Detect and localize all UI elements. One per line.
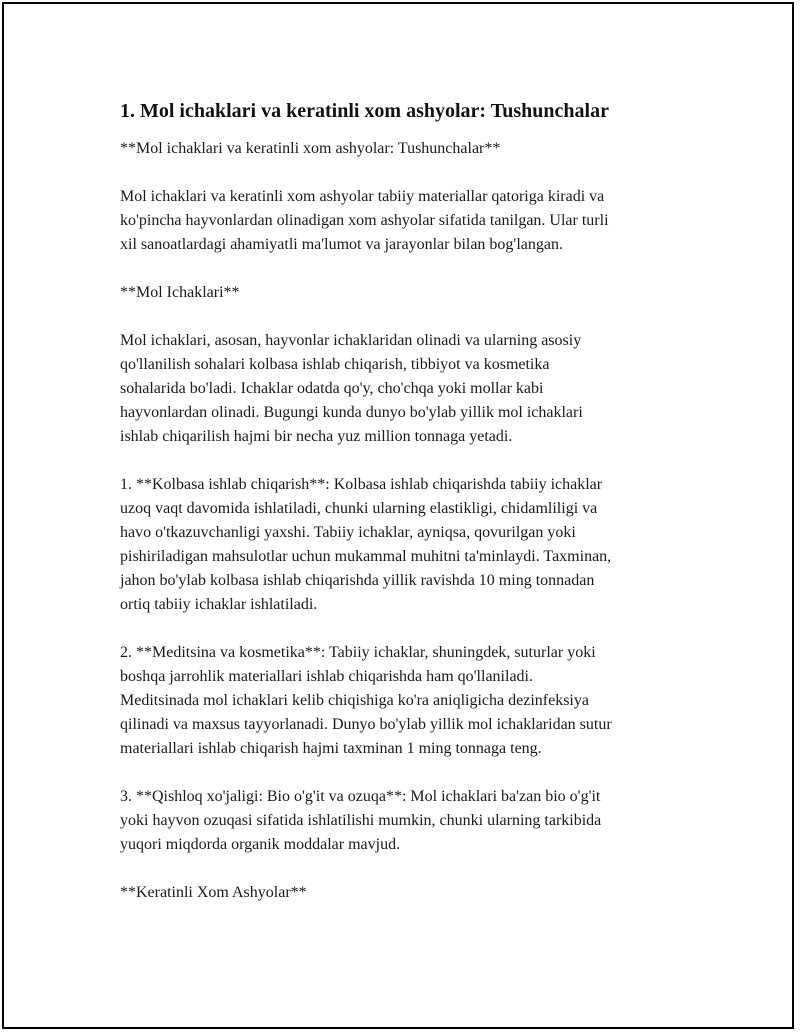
document-body <box>120 99 700 929</box>
paragraph-section-heading-mol-ichaklari: **Mol Ichaklari** <box>120 284 240 301</box>
paragraph-section-heading-keratinli: **Keratinli Xom Ashyolar** <box>120 884 307 901</box>
paragraph-list-item-meditsina: 2. **Meditsina va kosmetika**: Tabiiy ichaklar, shuningdek, suturlar yoki boshqa jarrohlik materiallari ishlab chiqarishda ham qo'llaniladi. Meditsinada mol ichaklari kelib chiqishiga ko'ra aniqligicha dezinfeksiya qilinadi va maxsus tayyorlanadi. Dunyo bo'ylab yillik mol ichaklaridan sutur materiallari ishlab chiqarish hajmi taxminan 1 ming tonnaga teng. <box>120 644 612 757</box>
paragraph-list-item-qishloq: 3. **Qishloq xo'jaligi: Bio o'g'it va ozuqa**: Mol ichaklari ba'zan bio o'g'it yoki hayvon ozuqasi sifatida ishlatilishi mumkin, chunki ularning tarkibida yuqori miqdorda organik moddalar mavjud. <box>120 788 602 853</box>
paragraph-intro: Mol ichaklari va keratinli xom ashyolar tabiiy materiallar qatoriga kiradi va ko'pincha hayvonlardan olinadigan xom ashyolar sifatida tanilgan. Ular turli xil sanoatlardagi ahamiyatli ma'lumot va jarayonlar bilan bog'langan. <box>120 188 609 253</box>
page-frame <box>2 2 794 1029</box>
document-heading: 1. Mol ichaklari va keratinli xom ashyolar: Tushunchalar <box>120 100 609 122</box>
paragraph-list-item-kolbasa: 1. **Kolbasa ishlab chiqarish**: Kolbasa ishlab chiqarishda tabiiy ichaklar uzoq vaqt davomida ishlatiladi, chunki ularning elastikligi, chidamliligi va havo o'tkazuvchanligi yaxshi. Tabiiy ichaklar, ayniqsa, qovurilgan yoki pishiriladigan mahsulotlar uchun mukammal muhitni ta'minlaydi. Taxminan, jahon bo'ylab kolbasa ishlab chiqarishda yillik ravishda 10 ming tonnadan ortiq tabiiy ichaklar ishlatiladi. <box>120 476 612 613</box>
paragraph-title-bold: **Mol ichaklari va keratinli xom ashyolar: Tushunchalar** <box>120 140 501 157</box>
paragraph-mol-ichaklari-description: Mol ichaklari, asosan, hayvonlar ichaklaridan olinadi va ularning asosiy qo'llanilish sohalari kolbasa ishlab chiqarish, tibbiyot va kosmetika sohalarida bo'ladi. Ichaklar odatda qo'y, cho'chqa yoki mollar kabi hayvonlardan olinadi. Bugungi kunda dunyo bo'ylab yillik mol ichaklari ishlab chiqarilish hajmi bir necha yuz million tonnaga yetadi. <box>120 332 583 445</box>
